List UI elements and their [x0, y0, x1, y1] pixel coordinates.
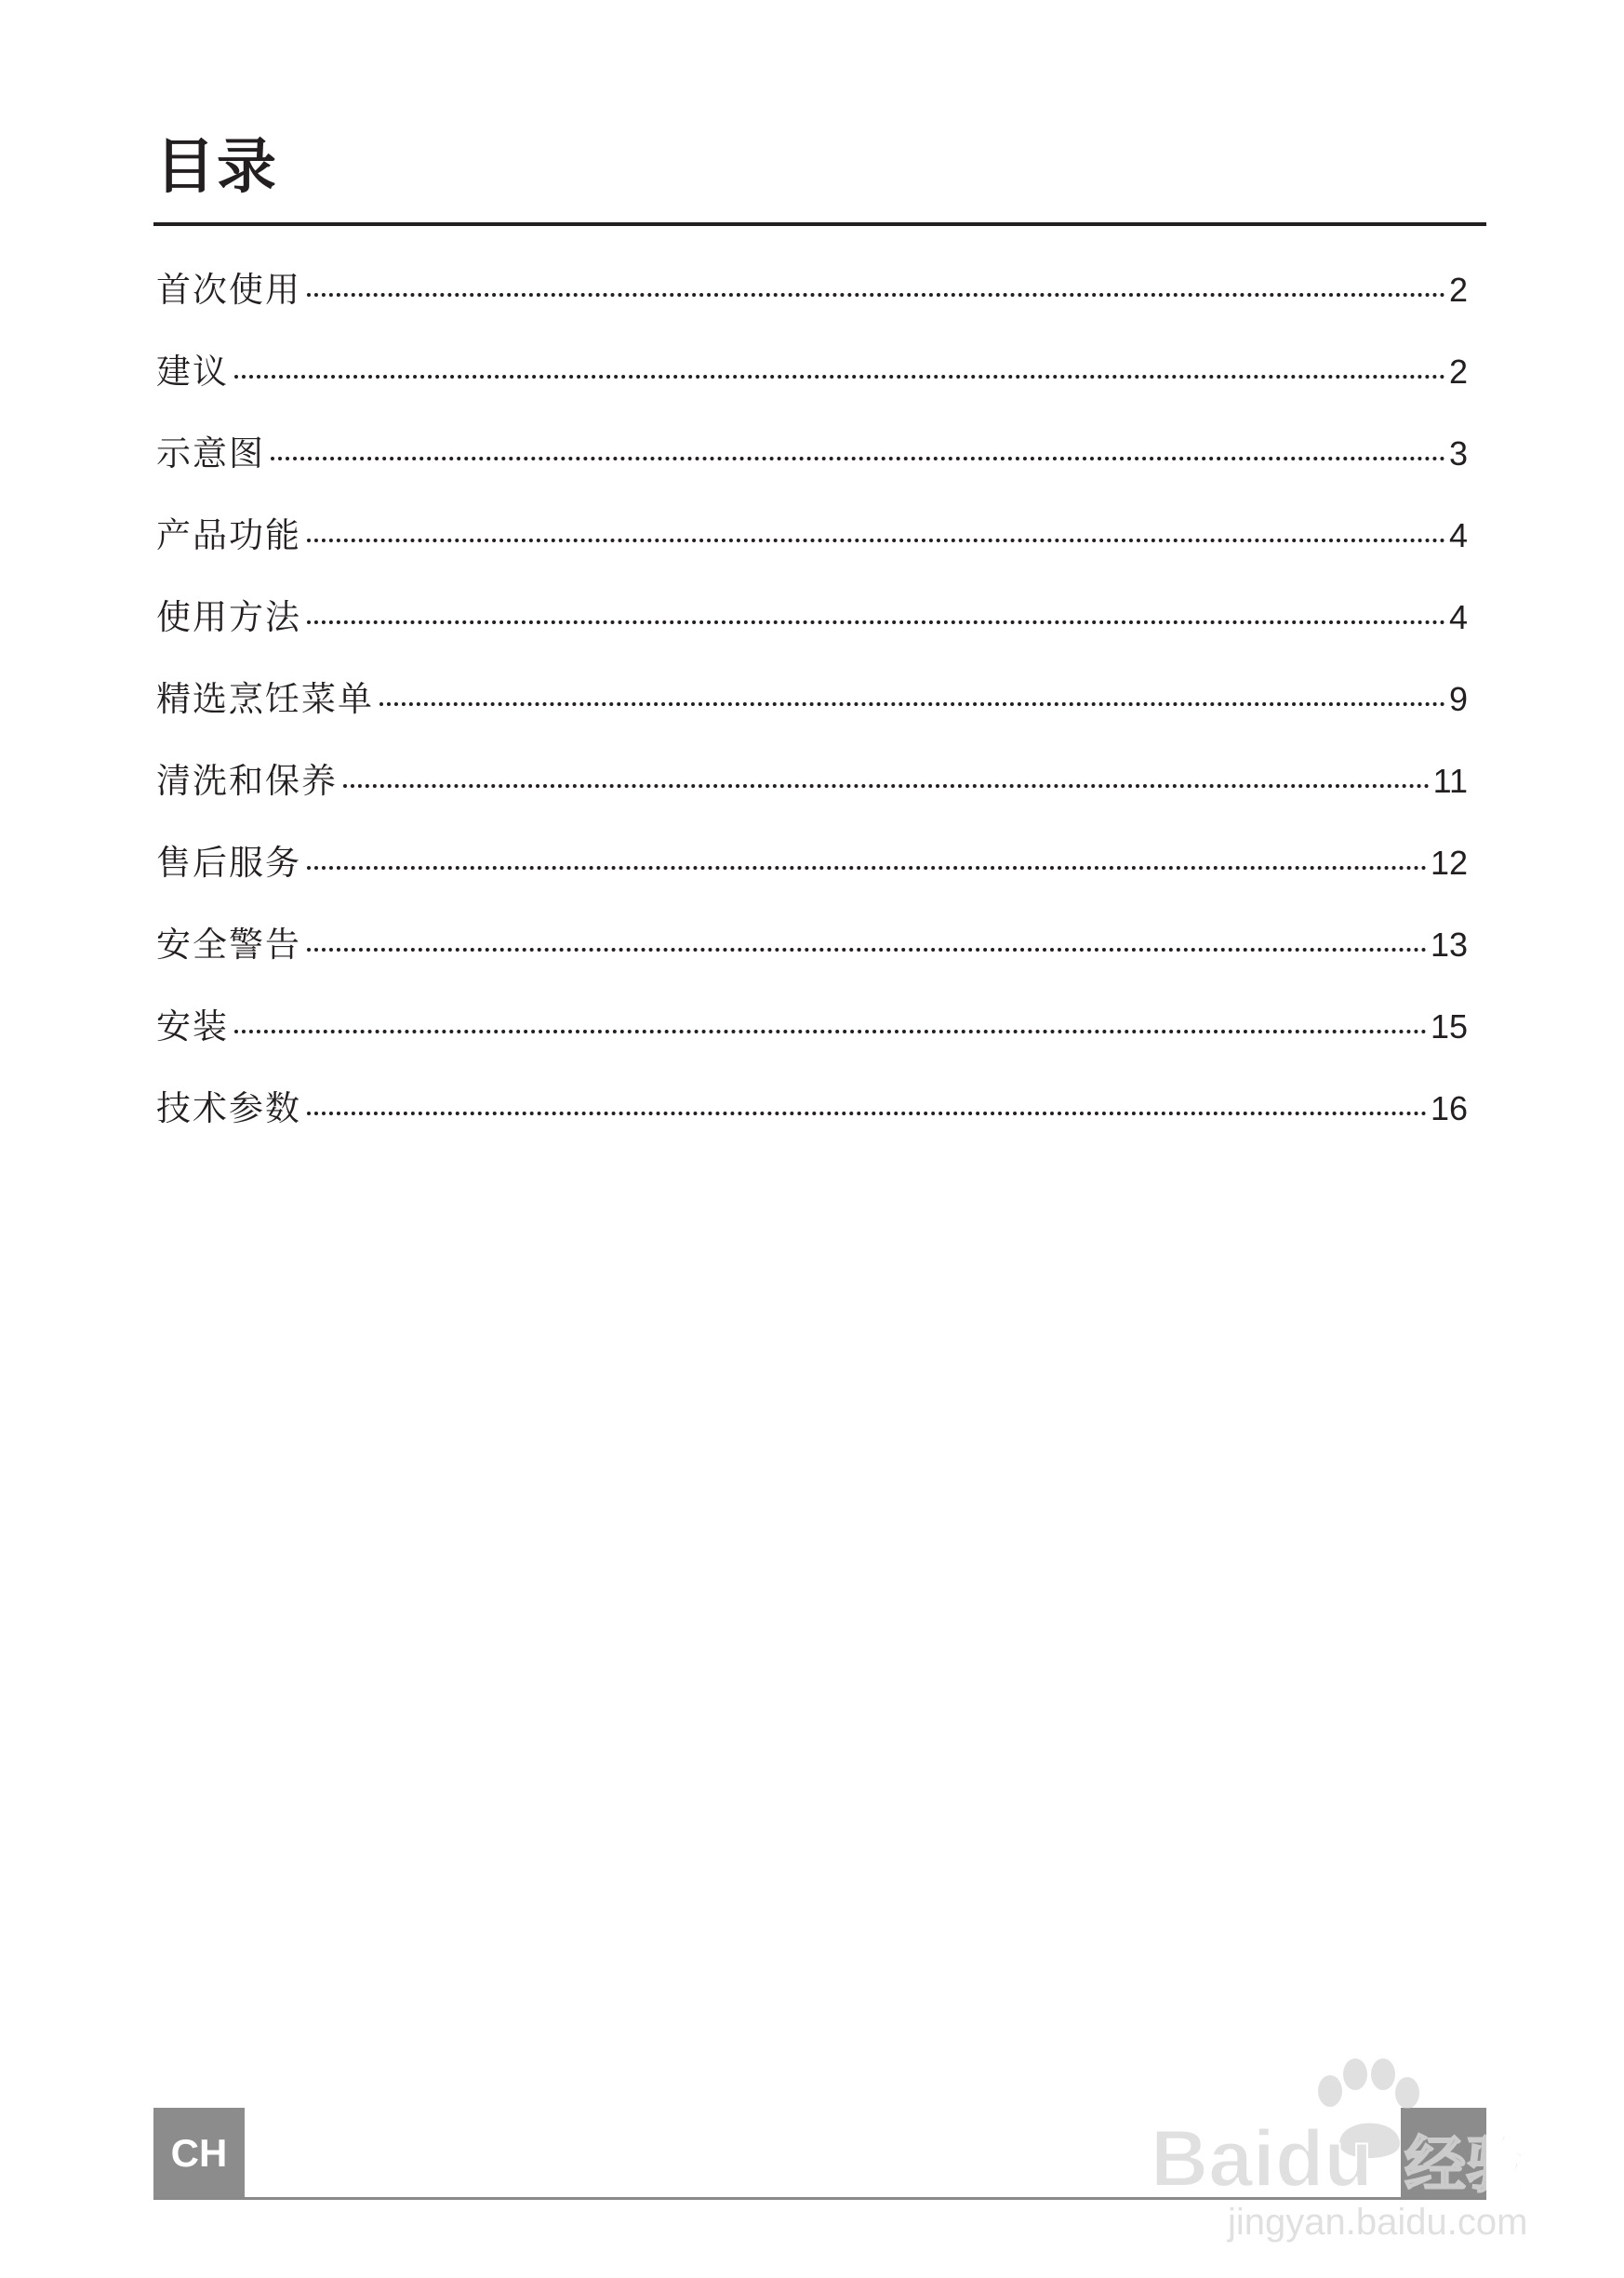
- title-divider: [153, 222, 1486, 226]
- toc-entry-product-functions[interactable]: [156, 495, 1468, 577]
- toc-entry-page-number: 11: [1432, 762, 1468, 800]
- toc-entry-safety-warnings[interactable]: [156, 904, 1468, 986]
- toc-entry-cooking-menu[interactable]: [156, 659, 1468, 740]
- language-badge: CH: [153, 2108, 245, 2199]
- toc-dot-leader: [379, 702, 1445, 706]
- toc-entry-label: 建议: [156, 352, 229, 392]
- toc-entry-page-number: 3: [1448, 434, 1468, 473]
- toc-entry-page-number: 2: [1448, 353, 1468, 391]
- toc-dot-leader: [307, 866, 1427, 870]
- toc-entry-label: 售后服务: [156, 843, 301, 883]
- toc-dot-leader: [307, 539, 1445, 542]
- toc-entry-page-number: 2: [1448, 271, 1468, 309]
- toc-entry-label: 安装: [156, 1006, 229, 1046]
- toc-entry-page-number: 13: [1430, 926, 1468, 964]
- toc-dot-leader: [271, 457, 1445, 460]
- toc-entry-page-number: 16: [1430, 1089, 1468, 1127]
- baidu-watermark-logo: [1139, 2037, 1549, 2251]
- watermark-url-text: jingyan.baidu.com: [1228, 2202, 1528, 2243]
- page-title: 目录: [155, 133, 278, 202]
- toc-entry-page-number: 15: [1430, 1007, 1468, 1046]
- toc-entry-cleaning[interactable]: [156, 740, 1468, 822]
- toc-entry-usage[interactable]: [156, 577, 1468, 659]
- toc-entry-page-number: 12: [1430, 844, 1468, 882]
- toc-entry-suggestions[interactable]: [156, 331, 1468, 413]
- toc-entry-label: 安全警告: [156, 925, 301, 965]
- toc-dot-leader: [307, 293, 1445, 297]
- toc-entry-diagram[interactable]: [156, 413, 1468, 495]
- toc-dot-leader: [234, 375, 1445, 379]
- toc-entry-label: 精选烹饪菜单: [156, 679, 374, 719]
- watermark-brand-text: Baidu: [1151, 2114, 1373, 2204]
- toc-entry-page-number: 4: [1448, 516, 1468, 554]
- toc-entry-label: 清洗和保养: [156, 761, 338, 801]
- toc-entry-page-number: 4: [1448, 598, 1468, 636]
- toc-dot-leader: [307, 620, 1445, 624]
- toc-dot-leader: [307, 1112, 1427, 1115]
- watermark-suffix-text: 经验: [1404, 2129, 1527, 2201]
- toc-dot-leader: [234, 1030, 1427, 1033]
- table-of-contents: [156, 249, 1468, 1150]
- toc-entry-label: 首次使用: [156, 270, 301, 310]
- toc-entry-technical-specs[interactable]: [156, 1068, 1468, 1150]
- toc-entry-label: 技术参数: [156, 1088, 301, 1128]
- toc-entry-first-use[interactable]: [156, 249, 1468, 331]
- toc-entry-label: 产品功能: [156, 515, 301, 555]
- toc-entry-after-sales[interactable]: [156, 822, 1468, 904]
- toc-entry-page-number: 9: [1448, 680, 1468, 718]
- toc-dot-leader: [307, 948, 1427, 952]
- toc-entry-installation[interactable]: [156, 986, 1468, 1068]
- toc-entry-label: 使用方法: [156, 597, 301, 637]
- toc-dot-leader: [343, 784, 1430, 788]
- toc-entry-label: 示意图: [156, 433, 265, 473]
